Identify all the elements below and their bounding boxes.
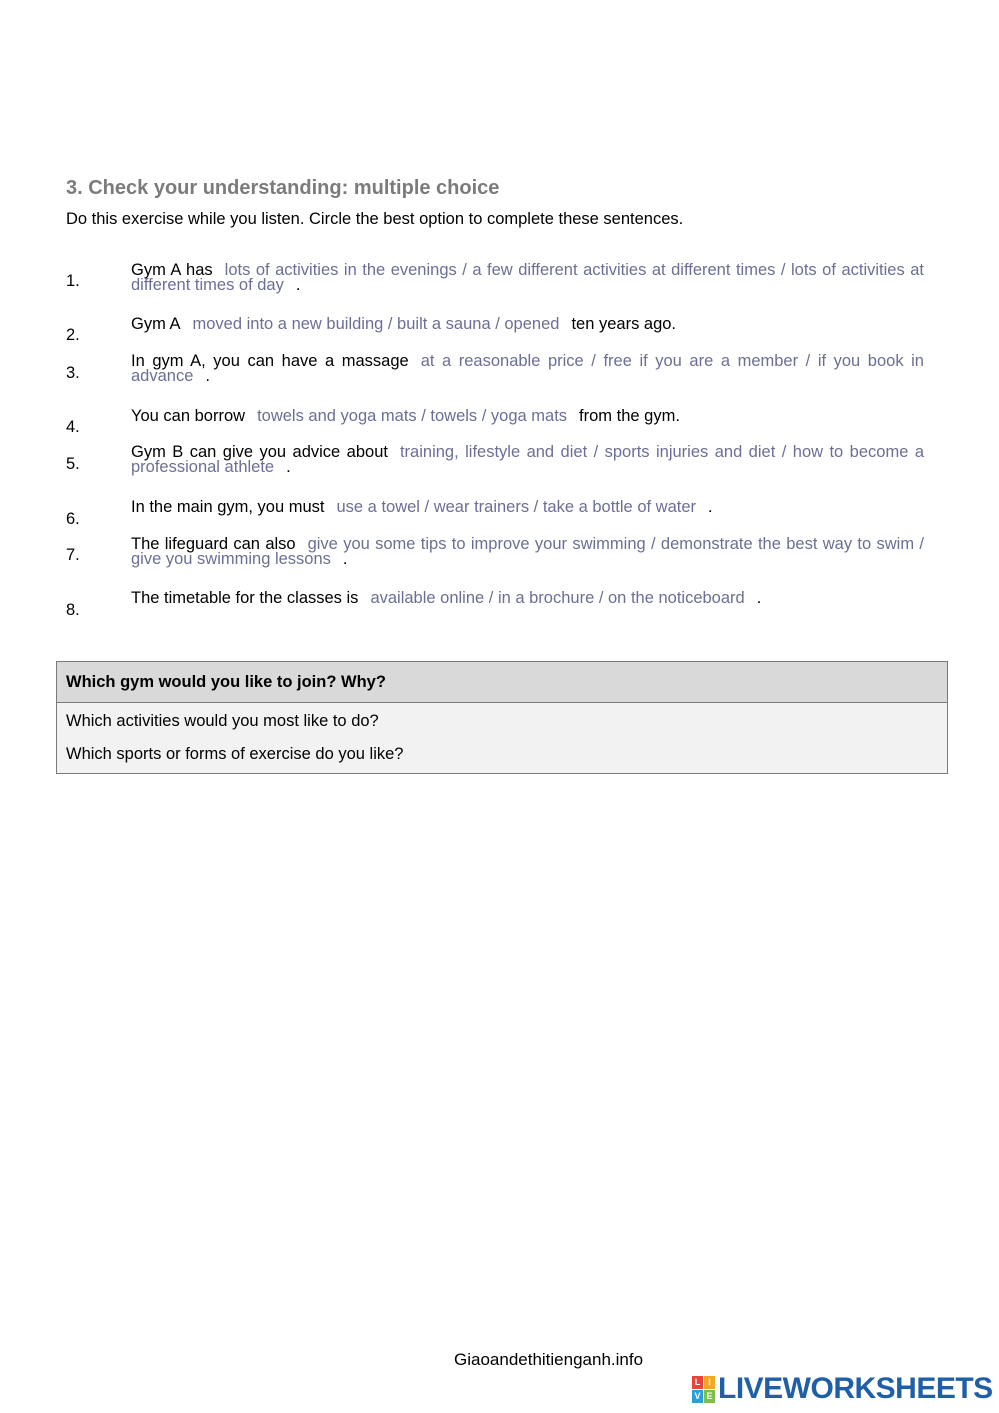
question-8 <box>131 591 924 606</box>
question-number-7: 7. <box>66 546 80 564</box>
question-6 <box>131 500 924 515</box>
liveworksheets-logo-text: LIVEWORKSHEETS <box>718 1372 993 1405</box>
question-8-end: . <box>756 589 762 607</box>
question-2-end: ten years ago. <box>571 315 677 333</box>
instructions: Do this exercise while you listen. Circle the best option to complete these sentences. <box>66 210 684 228</box>
question-1-end: . <box>295 276 301 294</box>
question-5 <box>131 445 924 475</box>
question-number-2: 2. <box>66 326 80 344</box>
question-4-options[interactable]: towels and yoga mats / towels / yoga mats <box>257 407 568 425</box>
logo-letter-v: V <box>692 1390 703 1403</box>
question-number-1: 1. <box>66 272 80 290</box>
question-3-options[interactable]: at a reasonable price / free if you are a member / if you book in advance <box>131 352 924 385</box>
question-6-options[interactable]: use a towel / wear trainers / take a bottle of water <box>336 498 697 516</box>
question-7-end: . <box>342 550 348 568</box>
footer-site-name: Giaoandethitienganh.info <box>454 1350 644 1369</box>
question-7-options[interactable]: give you some tips to improve your swimming / demonstrate the best way to swim / give you swimming lessons <box>131 535 924 568</box>
question-2-stem: Gym A <box>131 315 181 333</box>
logo-letter-l: L <box>692 1376 703 1389</box>
question-number-8: 8. <box>66 601 80 619</box>
question-2-options[interactable]: moved into a new building / built a sauna / opened <box>192 315 560 333</box>
question-6-stem: In the main gym, you must <box>131 498 325 516</box>
discussion-line-1: Which activities would you most like to do? <box>66 712 379 730</box>
section-title: 3. Check your understanding: multiple choice <box>66 177 500 199</box>
question-number-3: 3. <box>66 364 80 382</box>
logo-letter-i: I <box>704 1376 715 1389</box>
question-7 <box>131 537 924 567</box>
question-2 <box>131 317 924 332</box>
question-8-stem: The timetable for the classes is <box>131 589 359 607</box>
discussion-heading: Which gym would you like to join? Why? <box>57 662 947 703</box>
question-5-options[interactable]: training, lifestyle and diet / sports injuries and diet / how to become a professional athlete <box>131 443 924 476</box>
question-4 <box>131 409 924 424</box>
liveworksheets-logo-icon <box>692 1376 715 1403</box>
question-7-stem: The lifeguard can also <box>131 535 296 553</box>
logo-letter-e: E <box>704 1390 715 1403</box>
question-4-end: from the gym. <box>579 407 680 425</box>
question-8-options[interactable]: available online / in a brochure / on the noticeboard <box>370 589 745 607</box>
liveworksheets-logo <box>692 1374 993 1404</box>
discussion-line-2: Which sports or forms of exercise do you like? <box>66 745 404 763</box>
question-number-6: 6. <box>66 510 80 528</box>
question-3 <box>131 354 924 384</box>
question-5-end: . <box>286 458 291 476</box>
discussion-box <box>56 661 948 774</box>
question-number-4: 4. <box>66 418 80 436</box>
question-1 <box>131 263 924 293</box>
question-5-stem: Gym B can give you advice about <box>131 443 388 461</box>
question-1-options[interactable]: lots of activities in the evenings / a few different activities at different times / lots of activities at different times of day <box>131 261 924 294</box>
question-4-stem: You can borrow <box>131 407 246 425</box>
question-6-end: . <box>708 498 713 516</box>
question-number-5: 5. <box>66 455 80 473</box>
question-3-stem: In gym A, you can have a massage <box>131 352 409 370</box>
question-1-stem: Gym A has <box>131 261 213 279</box>
question-3-end: . <box>205 367 210 385</box>
